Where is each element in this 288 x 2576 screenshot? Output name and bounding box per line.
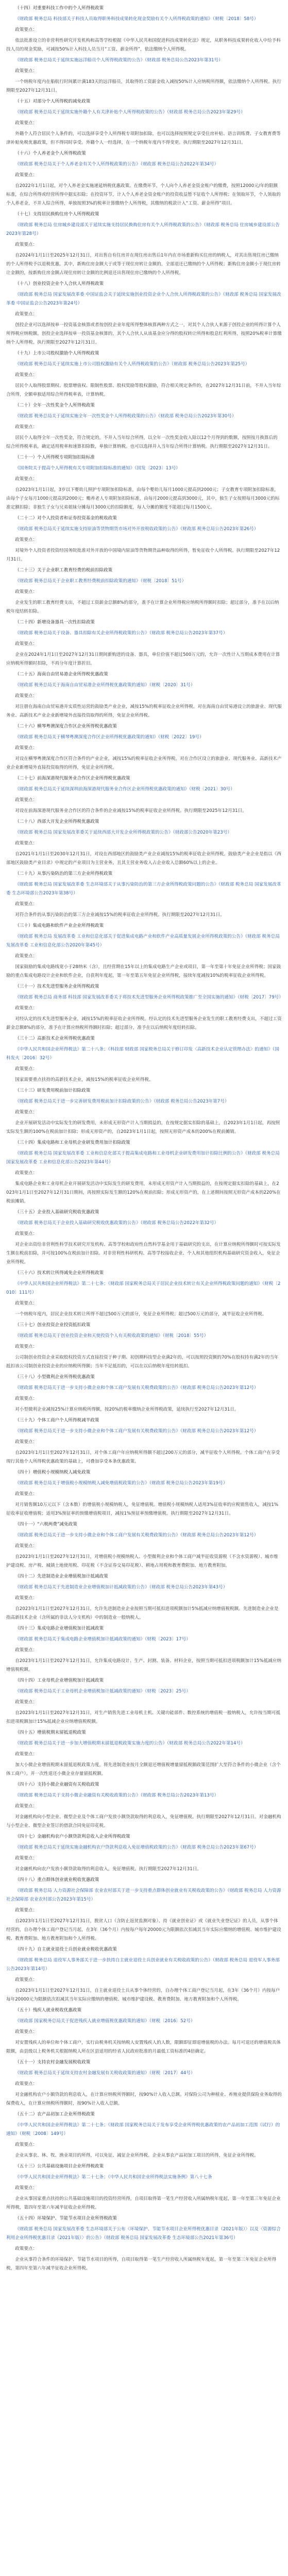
paragraph: 国家需要重点扶持的高新技术企业，减按15%的税率征收企业所得税。	[15, 1077, 154, 1082]
paragraph: 政策要点：	[15, 2029, 38, 2035]
policy-reference: 《财政部 税务总局关于延续支持农村金融发展有关税收政策的通知》（财税〔2017〕44号）	[15, 2071, 195, 2076]
section-heading: （十六）个人养老金个人所得税政策	[15, 151, 86, 156]
paragraph: 政策要点：	[15, 1492, 38, 1497]
policy-reference: 《财政部 税务总局关于延续实施支持原油等货物期货市场对外开放税收政策的公告》（财政部 税务总局公告2023年第26号）	[15, 527, 259, 532]
paragraph: 企业在2024年1月1日至2027年12月31日期间新购进的设备、器具，单位价值不超过500万元的，允许一次性计入当期成本费用在计算应纳税所得额时扣除，不再分年度计算折旧。	[6, 652, 280, 666]
section-heading: （五十二）农产品初加工企业所得税政策	[15, 2112, 95, 2117]
section-heading: （三十二）高新技术企业所得税优惠政策	[15, 1036, 95, 1041]
policy-reference: 《财政部 税务总局 住房城乡建设部关于延续实施支持居民换购住房有关个人所得税政策的公告》（财政部 税务总局 住房城乡建设部公告2023年第28号）	[6, 223, 280, 236]
paragraph: 政策要点：	[15, 477, 38, 482]
paragraph: 企业从事国家重点扶持的公共基础设施项目的投资经营所得，自项目取得第一笔生产经营收入所属纳税年度起，第一年至第三年免征企业所得税，第四年至第六年减半征收企业所得税。	[6, 2196, 281, 2210]
paragraph: 政策要点：	[15, 798, 38, 803]
paragraph: 政策要点：	[15, 693, 38, 699]
section-heading: （二十二）对个人投资者和证券投资基金的税收政策	[15, 516, 117, 521]
paragraph: 政策要点：	[15, 902, 38, 907]
policy-reference: 《财政部 税务总局关于进一步完善研发费用税前加计扣除政策的公告》（财政部 税务总局公告2023年第7号）	[15, 1099, 229, 1104]
paragraph: 政策要点：	[15, 1066, 38, 1072]
paragraph: 企业从事符合条件的环境保护、节能节水项目的所得，自项目取得第一笔生产经营收入所属纳税年度起，第一年至第三年免征企业所得税，第四年至第六年减半征收企业所得税。	[6, 2257, 277, 2271]
policy-reference: 《财政部 税务总局关于延续实施远洋船员个人所得税政策的公告》（财政部 税务总局公告2023年第31号）	[15, 58, 223, 63]
section-heading: （三十）集成电路和软件产业企业所得税政策	[15, 923, 104, 928]
paragraph: 对金融机构向小型企业、微型企业及个体工商户发放小额贷款取得的利息收入，免征增值税。执行期限至2027年12月31日。对金融机构与小型企业、微型企业签订的借款合同免征印花税。	[6, 1815, 281, 1828]
paragraph: 政策要点：	[15, 745, 38, 751]
paragraph: 创投企业可以选择按单一投资基金核算或者按创投企业年度所得整体核算两种方式之一，对其个人合伙人来源于创投企业的所得计算个人所得税应纳税额。创投企业选择按单一投资基金核算的，其个人合伙人从该基金应分得的股权转让所得和股息红利所得，按照20%税率计算缴纳个人所得税。执行期限至2027年12月31日。	[6, 323, 282, 345]
paragraph: 对小型微利企业减按25%计算应纳税所得额，按20%的税率缴纳企业所得税政策，延续执行至2027年12月31日。	[15, 1407, 239, 1412]
paragraph: 政策要点：	[15, 1231, 38, 1236]
section-heading: （二十四）新增设备器具一次性扣除政策	[15, 620, 95, 625]
paragraph: 政策要点：	[15, 954, 38, 959]
paragraph: 集成电路企业和工业母机企业开展研发活动中实际发生的研发费用，未形成无形资产计入当期损益的，在按规定据实扣除的基础上，在2023年1月1日至2027年12月31日期间，再按照实际发生额的120%在税前扣除；形成无形资产的，在上述期间按照无形资产成本的220%在税前摊销。	[6, 1181, 281, 1204]
policy-reference: 《中华人民共和国企业所得税法》第二十七条；《财政部 国家税务总局关于发布享受企业所得税优惠政策的农产品初加工范围（试行）的通知》（财税〔2008〕149号）	[6, 2123, 280, 2137]
paragraph: 一个纳税年度内在船航行时间累计满183天的远洋船员，其取得的工资薪金收入减按50%计入应纳税所得额，依法缴纳个人所得税。执行期限至2027年12月31日。	[6, 79, 281, 93]
policy-reference: 《财政部 税务总局关于设备、器具扣除有关企业所得税政策的公告》（财政部 税务总局公告2023年第37号）	[15, 631, 228, 636]
paragraph: 外籍个人符合居民个人条件的，可以选择享受个人所得税专项附加扣除，也可以选择按照规定享受住房补贴、语言训练费、子女教育费等津补贴免税优惠政策，但不得同时享受。外籍个人一经选择，在一个纳税年度内不得变更。执行期限至2027年12月31日。	[6, 131, 281, 145]
policy-reference: 《财政部 税务总局 科技部关于科技人员取得职务科技成果转化现金奖励有关个人所得税政策的通知》（财税〔2018〕58号）	[15, 16, 259, 22]
policy-reference: 《财政部 税务总局关于延续实施全年一次性奖金个人所得税政策的公告》（财政部 税务总局公告2023年第30号）	[15, 414, 236, 419]
paragraph: 政策要点：	[15, 27, 38, 32]
policy-reference: 《财政部 税务总局 国家发展改革委关于延续西部大开发企业所得税政策的公告》（财政部公告2020年第23号）	[15, 830, 232, 835]
paragraph: 政策要点：	[15, 1804, 38, 1809]
paragraph: 政策要点：	[15, 2081, 38, 2087]
paragraph: 自2023年1月1日至2027年12月31日，对个体工商户年应纳税所得额不超过200万元的部分，减半征收个人所得税。个体工商户在享受现行其他个人所得税优惠政策的基础上，可叠加享受本条优惠政策。	[6, 1450, 280, 1464]
policy-reference: 《财政部 税务总局 退役军人事务部关于进一步扶持自主就业退役士兵创业就业有关税收政策的公告》（财政部 税务总局 退役军人事务部公告2023年第14号）	[6, 1958, 280, 1972]
section-heading: （五十三）公共基础设施项目企业所得税政策	[15, 2164, 104, 2169]
policy-reference: 《财政部 税务总局关于先进制造业企业增值税加计抵减政策的公告》（财政部 税务总局公告2023年第43号）	[15, 1585, 228, 1590]
section-heading: （三十八）小型微利企业所得税优惠政策	[15, 1375, 95, 1380]
section-heading: （五十）残疾人就业税收优惠政策	[15, 2008, 82, 2013]
section-heading: （四十四）工业母机企业增值税加计抵减政策	[15, 1678, 104, 1683]
paragraph: 依法批准设立的非营利性研究开发机构和高等学校根据《中华人民共和国促进科技成果转化法》规定，从职务科技成果转化收入中给予科技人员的现金奖励，可减按50%计入科技人员当月“工资、薪金所得”，依法缴纳个人所得税。	[6, 38, 281, 52]
paragraph: 对设在前海深港现代服务业合作区的符合条件的企业减按15%的税率征收企业所得税。执行期限至2025年12月31日。	[15, 808, 247, 814]
policy-reference: 《财政部 税务总局 发展改革委 工业和信息化部关于促进集成电路产业和软件产业高质量发展企业所得税政策的公告》（财政部 税务总局 发展改革委 工业和信息化部公告2020年第45号）	[6, 934, 280, 948]
paragraph: 政策要点：	[15, 2185, 38, 2191]
section-heading: （十七）支持居民换购住房个人所得税政策	[15, 212, 99, 217]
paragraph: 政策要点：	[15, 312, 38, 317]
paragraph: 企业发生的职工教育经费支出，不超过工资薪金总额8%的部分，准予在计算企业所得税应纳税所得额时扣除；超过部分，准予在以后纳税年度结转扣除。	[6, 600, 279, 614]
paragraph: 自2024年1月1日至2025年12月31日，对出售自有住房并在现住房出售后1年内在市场重新购买住房的纳税人，对其出售现住房已缴纳的个人所得税予以退税优惠。其中，新购住房金额大于或等于现住房转让金额的，全部退还已缴纳的个人所得税；新购住房金额小于现住房转让金额的，按新购住房金额占现住房转让金额的比例退还出售现住房已缴纳的个人所得税。	[6, 253, 281, 276]
policy-reference: 《财政部 税务总局关于横琴粤澳深度合作区企业所得税优惠政策的通知》（财税〔2022〕19号）	[15, 735, 204, 740]
policy-reference: 《财政部 税务总局关于工业母机企业增值税加计抵减政策的通知》（财税〔2023〕25号）	[15, 1689, 191, 1694]
policy-reference: 《中华人民共和国企业所得税法》第二十七条；《中华人民共和国企业所得税法实施条例》第八十七条	[15, 2175, 212, 2180]
paragraph: 政策要点：	[15, 1700, 38, 1705]
policy-reference: 《财政部 税务总局 国家发展改革委 生态环境部关于从事污染防治的第三方企业所得税政策问题的公告》（财政部 税务总局 国家发展改革委 生态环境部公告2023年第38号）	[6, 882, 281, 896]
paragraph: 自2021年1月1日至2030年12月31日，对设在西部地区的鼓励类产业企业减按15%的税率征收企业所得税。鼓励类产业企业是指以《西部地区鼓励类产业目录》中规定的产业项目为主营业务，且其主营业务收入占企业收入总额60%以上的企业。	[6, 852, 281, 866]
section-heading: （四十）增值税小规模纳税人减免政策	[15, 1470, 91, 1475]
policy-reference: 《财政部 税务总局关于企业投入基础研究税收优惠政策的公告》（财政部 税务总局公告2022年第32号）	[15, 1221, 219, 1226]
paragraph: 自2023年1月1日至2027年12月31日，对生产销售先进工业母机主机、关键功能部件、数控系统的增值税一般纳税人，允许按当期可抵扣进项税额加计15%抵减企业应纳增值税税额。	[6, 1710, 281, 1724]
paragraph: 对注册在海南自由贸易港并实质性运营的鼓励类产业企业，减按15%的税率征收企业所得税。对在海南自由贸易港设立的旅游业、现代服务业、高新技术产业企业新增境外直接投资取得的所得，免征企业所得税。	[6, 704, 282, 718]
section-heading: （四十一）“六税两费”减免政策	[15, 1522, 77, 1527]
paragraph: 对符合条件的从事污染防治的第三方企业减按15%的税率征收企业所得税。执行期限至2027年12月31日。	[15, 912, 225, 918]
section-heading: （四十五）增值税期末留抵退税政策	[15, 1730, 86, 1735]
policy-reference: 《财政部 税务总局关于延续实施上市公司股权激励有关个人所得税政策的公告》（财政部 税务总局公告2023年第25号）	[15, 362, 250, 367]
paragraph: 政策要点：	[15, 1396, 38, 1401]
section-heading: （四十八）重点群体创业就业税收优惠政策	[15, 1877, 99, 1883]
section-heading: （十八）创业投资企业个人合伙人所得税政策	[15, 281, 104, 286]
policy-reference: 《财政部 税务总局关于海南自由贸易港企业所得税优惠政策的通知》（财税〔2020〕31号）	[15, 683, 195, 688]
section-heading: （二十七）前海深港现代服务业合作区企业所得税优惠政策	[15, 776, 130, 781]
policy-reference: 《财政部 税务总局关于集成电路企业增值税加计抵减政策的通知》（财税〔2023〕17号）	[15, 1637, 191, 1642]
paragraph: 对金融机构农户小额贷款的利息收入，在计算应纳税所得额时，按90%计入收入总额。对保险公司为种植业、养殖业提供保险业务取得的保费收入，在计算应纳税所得额时，按90%计入收入总额。	[6, 2092, 282, 2106]
section-heading: （三十九）个体工商户个人所得税减半政策	[15, 1418, 99, 1423]
paragraph: 自2023年1月1日至2027年12月31日，自主就业退役士兵从事个体经营的，自办理个体工商户登记当月起，在3年（36个月）内按每户每年20000元为限额依次扣减其当年实际应缴纳的增值税、城市维护建设税、教育费附加、地方教育附加和个人所得税。	[6, 1988, 280, 2002]
paragraph: 自2023年1月1日至2027年12月31日，对增值税小规模纳税人、小型微利企业和个体工商户减半征收资源税（不含水资源税）、城市维护建设税、房产税、城镇土地使用税、印花税（不含证券交易印花税）、耕地占用税和教育费附加、地方教育附加。	[6, 1554, 278, 1568]
section-heading: （三十三）研发费用税前加计扣除政策	[15, 1088, 91, 1093]
section-heading: （二十六）横琴粤澳深度合作区企业所得税优惠政策	[15, 724, 117, 729]
policy-reference: 《财政部 税务总局关于延续实施外籍个人有关津补贴个人所得税政策的公告》（财政部 税务总局公告2023年第29号）	[15, 110, 245, 115]
policy-reference: 《财政部 税务总局 商务部 科技部 国家发展改革委关于将技术先进型服务企业所得税政策推广至全国实施的通知》（财税〔2017〕79号）	[15, 995, 283, 1000]
paragraph: 政策要点：	[15, 2246, 38, 2251]
paragraph: 对安置残疾人的单位和个体工商户，实行由税务机关按纳税人安置残疾人的人数，限额即征即退增值税的办法。每月可退还的增值税具体限额，由县级以上税务机关根据纳税人所在区县适用的经省人民政府批准的月最低工资标准的4倍确定。	[6, 2040, 281, 2054]
paragraph: 自2022年1月1日起，对个人养老金实施递延纳税优惠政策。在缴费环节，个人向个人养老金资金账户的缴费，按照12000元/年的限额标准，在综合所得或经营所得中据实扣除；在投资环节，计入个人养老金资金账户的投资收益暂不征收个人所得税；在领取环节，个人领取的个人养老金，不并入综合所得，单独按照3%的税率计算缴纳个人所得税，其缴纳的税款计入“工资、薪金所得”项目。	[6, 183, 281, 206]
paragraph: 政策要点：	[15, 1648, 38, 1653]
paragraph: 政策要点：	[15, 589, 38, 595]
paragraph: 政策要点：	[15, 69, 38, 74]
paragraph: 企业开展研发活动中实际发生的研发费用，未形成无形资产计入当期损益的，在按规定据实扣除的基础上，自2023年1月1日起，再按照实际发生额的100%在税前加计扣除；形成无形资产的，自2023年1月1日起，按照无形资产成本的200%在税前摊销。	[6, 1121, 280, 1134]
section-heading: （三十七）创业投资企业投资抵扣政策	[15, 1323, 91, 1328]
policy-reference: 《财政部 税务总局关于进一步支持小微企业和个体工商户发展有关税费政策的公告》（财政部 税务总局公告2023年第12号）	[15, 1429, 259, 1434]
policy-reference: 《财政部 税务总局关于创业投资企业和天使投资个人有关税收政策的通知》（财税〔2018〕55号）	[15, 1333, 209, 1338]
section-heading: （四十三）集成电路企业增值税加计抵减政策	[15, 1626, 104, 1631]
section-heading: （四十六）支持小微企业融资有关税收政策	[15, 1782, 99, 1787]
policy-reference: 《财政部 税务总局关于进一步支持小微企业和个体工商户发展有关税费政策的公告》（财政部 税务总局公告2023年第12号）	[15, 1385, 259, 1391]
paragraph: 政策要点：	[15, 372, 38, 378]
section-heading: （二十）全年一次性奖金个人所得税政策	[15, 403, 95, 408]
paragraph: 政策要点：	[15, 1171, 38, 1176]
policy-reference: 《中华人民共和国企业所得税法》第二十八条；《科技部 财政部 国家税务总局关于修订印发〈高新技术企业认定管理办法〉的通知》（国科发火〔2016〕32号）	[6, 1047, 279, 1061]
paragraph: 政策要点：	[15, 1439, 38, 1445]
paragraph: 政策要点：	[15, 1301, 38, 1306]
policy-reference: 《财政部 税务总局关于延续实施金融机构农户贷款利息收入免征增值税政策的公告》（财政部 税务总局公告2023年第67号）	[15, 1845, 259, 1850]
paragraph: 对企业出资给非营利性科学技术研究开发机构、高等学校和政府性自然科学基金用于基础研究的支出，在计算应纳税所得额时可按实际发生额在税前扣除，并可按100%在税前加计扣除。对非营利性科研机构、高等学校接收企业、个人和其他组织机构基础研究资金收入，免征企业所得税。	[6, 1242, 281, 1265]
paragraph: 居民个人取得全年一次性奖金，符合规定的，不并入当年综合所得，以全年一次性奖金收入除以12个月得到的数额，按照按月换算后的综合所得税率表，确定适用税率和速算扣除数，单独计算纳税。也可以选择并入当年综合所得计算纳税。执行期限至2027年12月31日。	[6, 435, 278, 449]
paragraph: 对月销售额10万元以下（含本数）的增值税小规模纳税人，免征增值税。增值税小规模纳税人适用3%征收率的应税销售收入，减按1%征收率征收增值税；适用3%预征率的预缴增值税项目，减按1%预征率预缴增值税。执行期限至2027年12月31日。	[6, 1502, 279, 1516]
paragraph: 政策要点：	[15, 1856, 38, 1861]
section-heading: （五十四）环境保护、节能节水项目企业所得税政策	[15, 2216, 117, 2221]
paragraph: 对金融机构向农户发放小额贷款取得的利息收入，免征增值税。执行期限至2027年12月31日。	[15, 1867, 201, 1872]
paragraph: 国家鼓励的集成电路线宽小于28纳米（含），且经营期在15年以上的集成电路生产企业或项目，第一年至第十年免征企业所得税；国家鼓励的重点集成电路设计企业和软件企业，自获利年度起，第一年至第五年免征企业所得税，接续年度减按10%的税率征收企业所得税。	[6, 964, 281, 978]
policy-reference: 《财政部 税务总局关于企业职工教育经费税前扣除政策的通知》（财税〔2018〕51号）	[15, 579, 187, 584]
paragraph: 政策要点：	[15, 1977, 38, 1982]
section-heading: （四十二）先进制造业企业增值税加计抵减政策	[15, 1574, 108, 1579]
paragraph: 自2023年1月1日至2027年12月31日，允许集成电路设计、生产、封测、装备、材料企业，按照当期可抵扣进项税额加计15%抵减应纳增值税税额。	[6, 1658, 281, 1672]
paragraph: 政策要点：	[15, 121, 38, 126]
section-heading: （三十四）集成电路和工业母机企业研发费用加计扣除政策	[15, 1140, 130, 1145]
paragraph: 政策要点：	[15, 242, 38, 247]
paragraph: 政策要点：	[15, 641, 38, 647]
section-heading: （三十一）技术先进型服务企业所得税政策	[15, 984, 99, 989]
paragraph: 自2023年1月1日起，3岁以下婴幼儿照护专项附加扣除标准，由每个婴幼儿每月1000元提高到2000元；子女教育专项附加扣除标准，由每个子女每月1000元提高到2000元；赡养老人专项附加扣除标准，由每月2000元提高到3000元，其中，独生子女按照每月3000元的标准定额扣除；非独生子女与兄弟姐妹分摊每月3000元的扣除额度，每人分摊的额度不能超过每月1500元。	[6, 487, 280, 510]
policy-reference: 《国务院关于提高个人所得税有关专项附加扣除标准的通知》（国发〔2023〕13号）	[15, 466, 180, 471]
paragraph: 自2023年1月1日至2027年12月31日，脱贫人口（含防止返贫监测对象）、持《就业创业证》或《就业失业登记证》的人员，从事个体经营的，自办理个体工商户登记当月起，在3年（36个月）内按每户每年20000元为限额依次扣减其当年实际应缴纳的增值税、城市维护建设税、教育费附加、地方教育附加和个人所得税。	[6, 1919, 281, 1941]
policy-reference: 《财政部 税务总局关于增值税小规模纳税人减免增值税政策的公告》（财政部 税务总局公告2023年第19号）	[15, 1481, 228, 1486]
paragraph: 加大小微企业增值税期末留抵退税政策力度，将先进制造业按月全额退还增值税增量留抵税额政策范围扩大至符合条件的小微企业（含个体工商户），并一次性退还小微企业存量留抵税额。	[6, 1762, 281, 1776]
paragraph: 居民个人取得股票期权、股票增值权、限制性股票、股权奖励等股权激励，符合相关规定条件的，在2027年12月31日前，不并入当年综合所得，全额单独适用综合所得税率表，计算纳税。	[6, 383, 281, 397]
section-heading: （四十七）金融机构农户小额贷款利息收入企业所得税政策	[15, 1834, 130, 1839]
policy-reference: 《财政部 税务总局关于支持小微企业融资有关税收政策的公告》（财政部 税务总局公告2023年第13号）	[15, 1793, 219, 1798]
paragraph: 对经认定的技术先进型服务企业，减按15%的税率征收企业所得税。经认定的技术先进型服务企业发生的职工教育经费支出，不超过工资薪金总额8%的部分，准予在计算应纳税所得额时扣除；超过部分，准予在以后纳税年度结转扣除。	[6, 1016, 282, 1030]
policy-reference: 《财政部 税务总局关于延续深圳前海深港现代服务业合作区企业所得税优惠政策的通知》（财税〔2021〕30号）	[15, 787, 235, 792]
policy-reference: 《财政部 税务总局关于进一步支持小微企业和个体工商户发展有关税费政策的公告》（财政部 税务总局公告2023年第12号）	[15, 1533, 259, 1538]
paragraph: 政策要点：	[15, 1006, 38, 1011]
section-heading: （五十一）支持农村金融发展税收政策	[15, 2060, 91, 2065]
policy-reference: 《中华人民共和国企业所得税法》第二十七条；《财政部 国家税务总局关于居民企业技术转让有关企业所得税政策问题的通知》（财税〔2010〕111号）	[6, 1281, 281, 1295]
policy-reference: 《财政部 税务总局 国家发展改革委 生态环境部关于公布〈环境保护、节能节水项目企业所得税优惠目录（2021年版）〉以及〈资源综合利用企业所得税优惠目录（2021年版）〉的公告》（财政部 税务总局 国家发展改革委 生态环境部公告2021年第36号）	[6, 2227, 281, 2241]
section-heading: （十五）对部分个人所得税的减免政策	[15, 99, 91, 104]
policy-reference: 《财政部 税务总局 国家发展改革委 工业和信息化部关于提高集成电路和工业母机企业研发费用加计扣除比例的公告》（财政部 税务总局 国家发展改革委 工业和信息化部公告2023年第44号）	[6, 1151, 280, 1165]
paragraph: 公司制创业投资企业采取股权投资方式直接投资于种子期、初创期科技型企业满2年的，可以按照投资额的70%在股权持有满2年的当年抵扣该公司制创业投资企业的应纳税所得额；当年不足抵扣的，可以在以后纳税年度结转抵扣。	[6, 1355, 279, 1369]
paragraph: 政策要点：	[15, 1344, 38, 1349]
paragraph: 自2023年1月1日至2027年12月31日，允许先进制造业企业按照当期可抵扣进项税额加计5%抵减应纳增值税税额。先进制造业企业是指高新技术企业（含所属的非法人分支机构）中的制造业一般纳税人。	[6, 1606, 279, 1620]
paragraph: 政策要点：	[15, 173, 38, 178]
section-heading: （四十九）自主就业退役士兵创业就业税收优惠政策	[15, 1947, 117, 1952]
policy-reference: 《财政部 税务总局 国家发展改革委 中国证监会关于延续实施创业投资企业个人合伙人所得税政策的公告》（财政部 税务总局 国家发展改革委 中国证监会公告2023年第24号）	[6, 292, 281, 306]
section-heading: （二十一）个人所得税专项附加扣除标准	[15, 455, 95, 460]
policy-reference: 《财政部 国家税务总局关于促进残疾人就业增值税优惠政策的通知》（财税〔2016〕52号）	[15, 2019, 195, 2024]
section-heading: （三十五）企业投入基础研究税收优惠政策	[15, 1210, 99, 1215]
paragraph: 对设在横琴粤澳深度合作区符合条件的产业企业，减按15%的税率征收企业所得税。对在合作区设立的旅游业、现代服务业、高新技术产业企业新增境外直接投资取得的所得，免征企业所得税。	[6, 756, 282, 770]
section-heading: （三十六）技术转让所得减免企业所得税政策	[15, 1270, 104, 1276]
paragraph: 政策要点：	[15, 1752, 38, 1757]
paragraph: 对境外个人投资者投资经国务院批准对外开放的中国境内原油等货物期货品种取得的所得，暂免征收个人所得税。执行期限至2027年12月31日。	[6, 548, 280, 562]
paragraph: 政策要点：	[15, 2142, 38, 2147]
section-heading: （十四）对重要科技工作中的个人所得税政策	[15, 6, 104, 11]
policy-reference: 《财政部 税务总局 人力资源社会保障部 农业农村部关于进一步支持重点群体创业就业有关税收政策的公告》（财政部 税务总局 人力资源社会保障部 农业农村部公告2023年第15号）	[6, 1888, 281, 1902]
paragraph: 政策要点：	[15, 1908, 38, 1913]
paragraph: 政策要点：	[15, 1596, 38, 1601]
paragraph: 政策要点：	[15, 1544, 38, 1549]
section-heading: （二十八）西部大开发企业所得税优惠政策	[15, 819, 99, 824]
section-heading: （十九）上市公司股权激励个人所得税政策	[15, 351, 99, 356]
paragraph: 政策要点：	[15, 841, 38, 846]
paragraph: 政策要点：	[15, 425, 38, 430]
section-heading: （二十五）海南自由贸易港企业所得税优惠政策	[15, 672, 108, 677]
section-heading: （二十九）从事污染防治的第三方企业所得税政策	[15, 871, 113, 876]
policy-reference: 《财政部 税务总局关于进一步加大增值税期末留抵退税政策实施力度的公告》（财政部 税务总局公告2022年第14号）	[15, 1741, 245, 1746]
paragraph: 政策要点：	[15, 537, 38, 543]
policy-reference: 《财政部 税务总局关于个人养老金有关个人所得税政策的公告》（财政部 税务总局公告2022年第34号）	[15, 162, 219, 167]
section-heading: （二十三）关于企业职工教育经费的税前扣除政策	[15, 568, 113, 573]
paragraph: 企业从事农、林、牧、渔业项目的所得，可以免征、减征企业所得税。企业从事农产品初加工项目的所得，免征企业所得税。	[15, 2153, 259, 2158]
paragraph: 政策要点：	[15, 1110, 38, 1115]
paragraph: 一个纳税年度内，居民企业技术转让所得不超过500万元的部分，免征企业所得税；超过500万元的部分，减半征收企业所得税。	[15, 1312, 267, 1317]
